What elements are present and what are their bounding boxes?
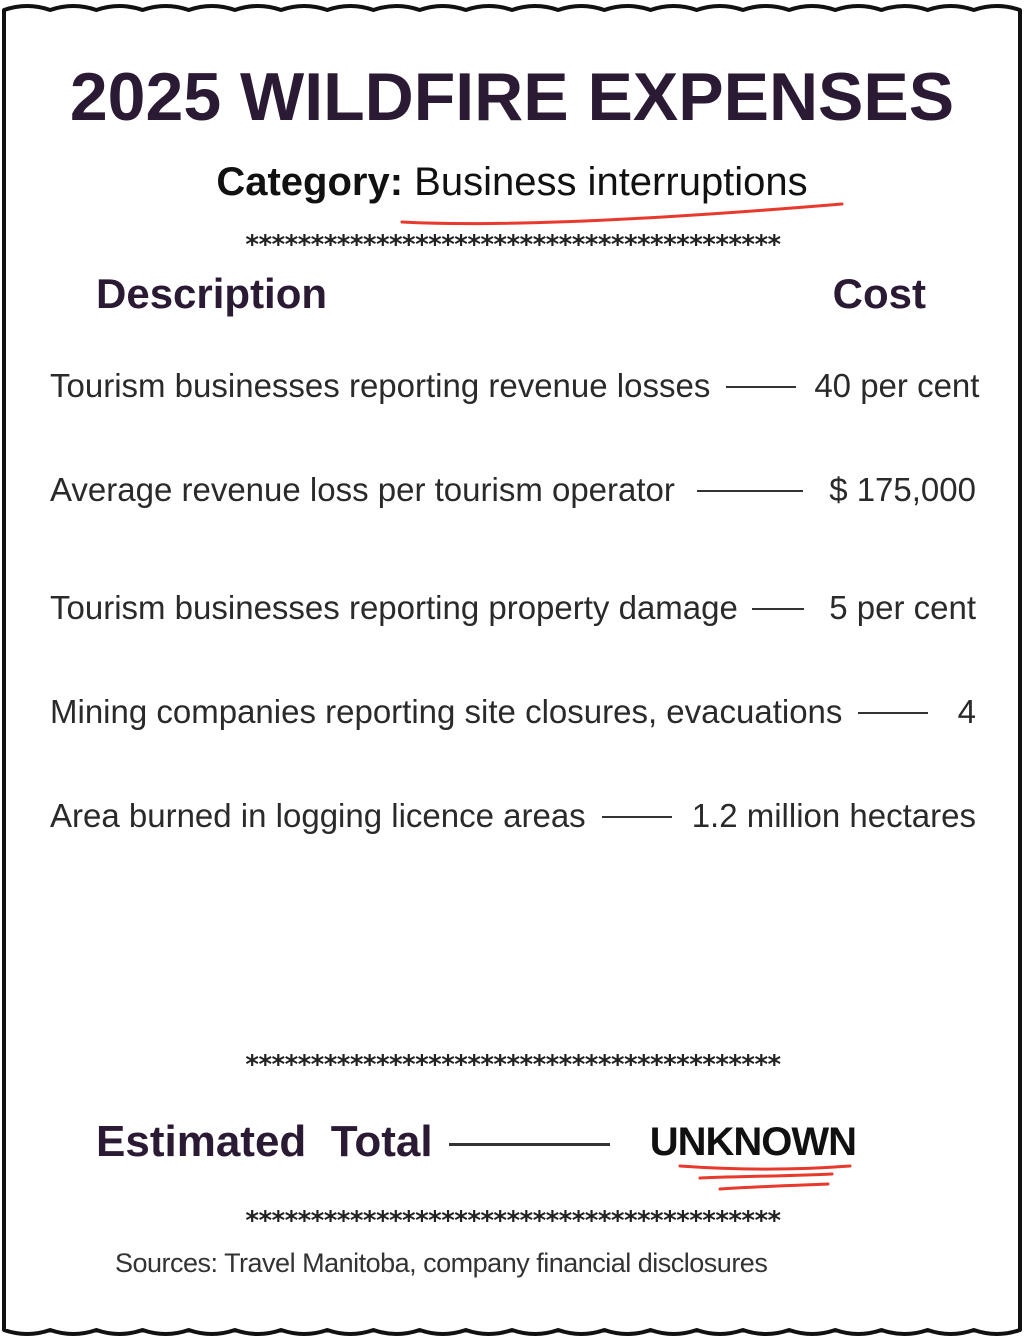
leader-dash (752, 608, 804, 610)
expense-cost: 40 per cent (814, 367, 980, 404)
expense-description: Tourism businesses reporting property damage (50, 589, 738, 626)
leader-dash (858, 712, 928, 714)
expense-cost: 1.2 million hectares (691, 797, 976, 834)
total-underline-scribble (676, 1160, 856, 1196)
category-value: Business interruptions (414, 160, 808, 204)
expense-row (50, 794, 976, 838)
expense-description: Area burned in logging licence areas (50, 797, 586, 834)
expense-description: Mining companies reporting site closures, evacuations (50, 693, 843, 730)
expense-cost: 5 per cent (829, 589, 976, 626)
page-title: 2025 WILDFIRE EXPENSES (69, 59, 955, 135)
separator-top: ***************************************** (244, 230, 780, 260)
category-label: Category: (216, 160, 404, 204)
expense-description: Tourism businesses reporting revenue losses (50, 367, 711, 404)
total-leader-line (449, 1143, 610, 1146)
leader-dash (697, 490, 803, 492)
expense-row (50, 468, 976, 512)
category-underline (398, 196, 848, 230)
total-label: Estimated Total (96, 1117, 433, 1166)
total-value: UNKNOWN (649, 1119, 856, 1164)
expense-description: Average revenue loss per tourism operator (50, 471, 675, 508)
leader-dash (602, 816, 672, 818)
expense-cost: 4 (957, 693, 976, 730)
expense-row (50, 690, 976, 734)
separator-middle: ***************************************** (244, 1050, 780, 1080)
expense-cost: $ 175,000 (829, 471, 976, 508)
expense-row (50, 586, 976, 630)
sources-note: Sources: Travel Manitoba, company financial disclosures (115, 1248, 768, 1278)
leader-dash (726, 386, 796, 388)
column-header-cost: Cost (832, 270, 926, 317)
column-header-description: Description (96, 270, 328, 317)
separator-bottom: ***************************************** (244, 1206, 780, 1236)
expense-row (50, 364, 980, 408)
